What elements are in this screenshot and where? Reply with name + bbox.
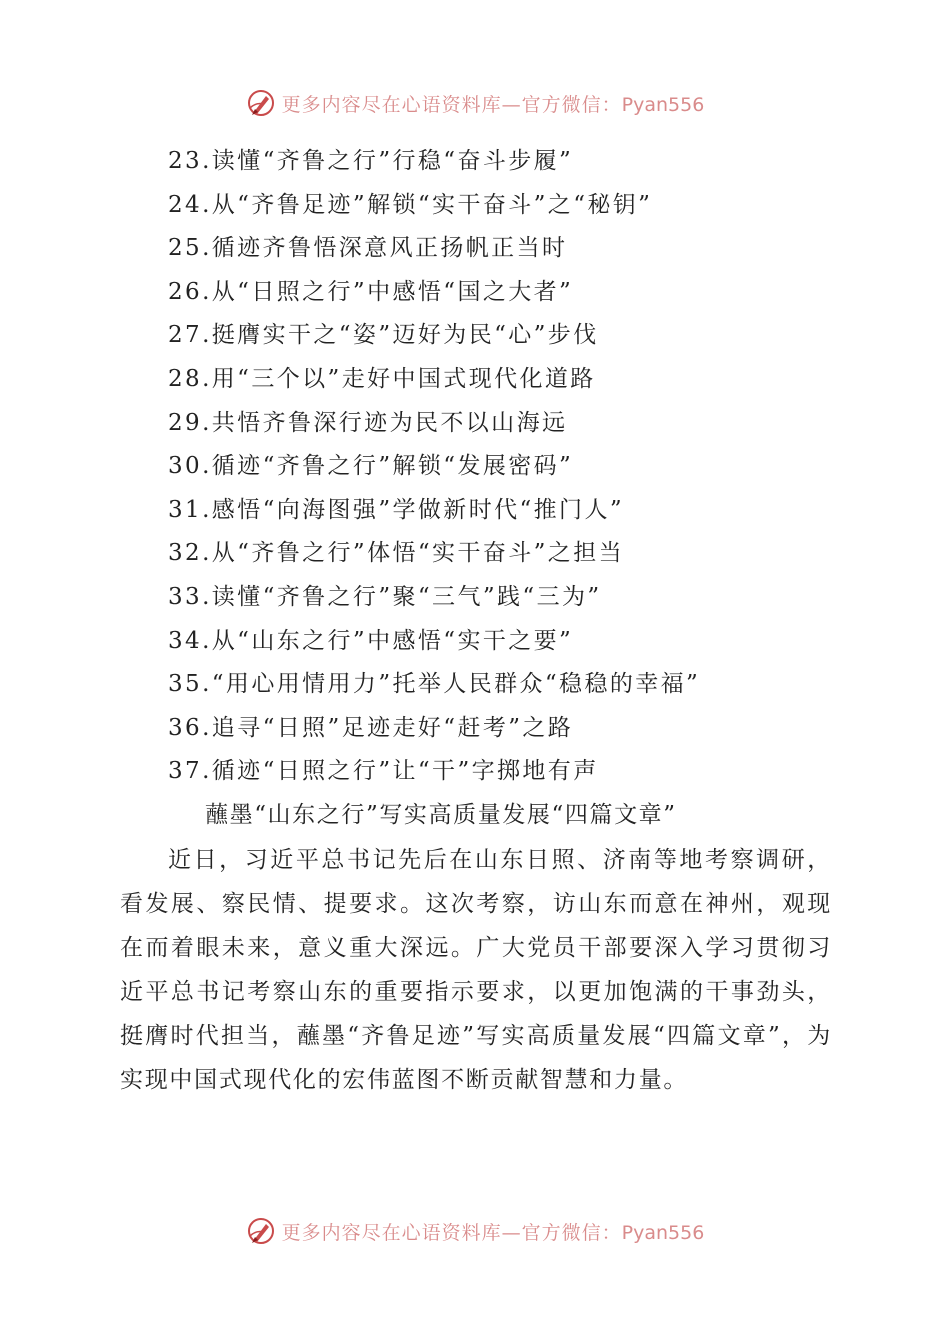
list-item: 33.读懂“齐鲁之行”聚“三气”践“三为” (168, 583, 602, 610)
list-item: 23.读懂“齐鲁之行”行稳“奋斗步履” (168, 148, 574, 174)
list-item: 32.从“齐鲁之行”体悟“实干奋斗”之担当 (168, 540, 625, 567)
watermark-code: Pyan556 (621, 93, 705, 116)
body-paragraph: 近日，习近平总书记先后在山东日照、济南等地考察调研，看发展、察民情、提要求。这次考察，访山东而意在神州，观现在而着眼未来，意义重大深远。广大党员干部要深入学习贯彻习近平总书记考察山东的重要指示要求，以更加饱满的干事劲头，挺膺时代担当，蘸墨“齐鲁足迹”写实高质量发展“四篇文章”，为实现中国式现代化的宏伟蓝图不断贡献智慧和力量。 (120, 847, 832, 1093)
list-item: 31.感悟“向海图强”学做新时代“推门人” (168, 496, 625, 523)
watermark-header (0, 86, 950, 120)
list-item: 26.从“日照之行”中感悟“国之大者” (168, 278, 574, 305)
list-item: 24.从“齐鲁足迹”解锁“实干奋斗”之“秘钥” (168, 191, 653, 218)
pen-logo-icon (246, 1216, 276, 1246)
title-list (168, 140, 700, 794)
watermark-text: 更多内容尽在心语资料库—官方微信： (281, 93, 622, 116)
list-item: 35.“用心用情用力”托举人民群众“稳稳的幸福” (168, 671, 701, 698)
list-item: 36.追寻“日照”足迹走好“赶考”之路 (168, 714, 574, 741)
list-item: 25.循迹齐鲁悟深意风正扬帆正当时 (168, 235, 568, 262)
list-item: 27.挺膺实干之“姿”迈好为民“心”步伐 (168, 322, 599, 349)
watermark-footer (0, 1214, 950, 1248)
watermark-code: Pyan556 (621, 1221, 705, 1244)
list-item: 30.循迹“齐鲁之行”解锁“发展密码” (168, 453, 574, 480)
watermark-text: 更多内容尽在心语资料库—官方微信： (281, 1221, 622, 1244)
list-item: 37.循迹“日照之行”让“干”字掷地有声 (168, 758, 599, 785)
list-item: 34.从“山东之行”中感悟“实干之要” (168, 627, 574, 654)
list-item: 28.用“三个以”走好中国式现代化道路 (168, 365, 596, 392)
section-heading: 蘸墨“山东之行”写实高质量发展“四篇文章” (205, 802, 677, 828)
pen-logo-icon (246, 88, 276, 118)
list-item: 29.共悟齐鲁深行迹为民不以山海远 (168, 409, 568, 436)
